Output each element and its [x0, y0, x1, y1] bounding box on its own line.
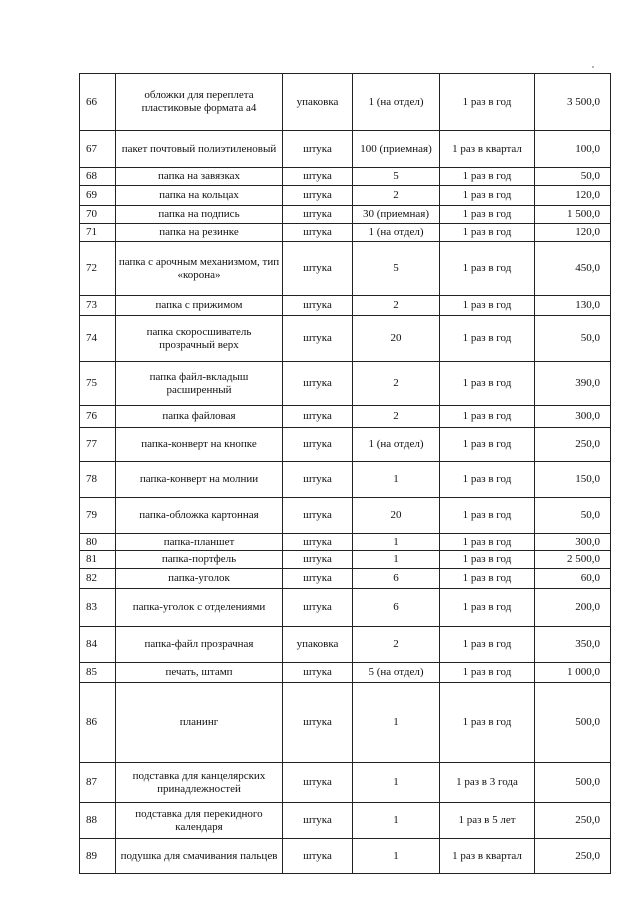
cell-price: 250,0 [535, 803, 611, 839]
cell-qty: 1 [353, 763, 440, 803]
cell-name: пакет почтовый полиэтиленовый [116, 131, 283, 168]
cell-freq: 1 раз в год [440, 168, 535, 186]
cell-freq: 1 раз в год [440, 627, 535, 663]
cell-unit: штука [283, 569, 353, 589]
table-row [80, 551, 611, 569]
cell-price: 1 000,0 [535, 663, 611, 683]
cell-unit: штука [283, 406, 353, 428]
table-row [80, 683, 611, 763]
cell-unit: штука [283, 803, 353, 839]
cell-unit: штука [283, 186, 353, 206]
cell-num: 70 [80, 206, 116, 224]
cell-num: 76 [80, 406, 116, 428]
cell-num: 77 [80, 428, 116, 462]
cell-num: 86 [80, 683, 116, 763]
cell-unit: штука [283, 206, 353, 224]
cell-name: папка на резинке [116, 224, 283, 242]
table-row [80, 428, 611, 462]
cell-unit: штука [283, 428, 353, 462]
cell-freq: 1 раз в квартал [440, 131, 535, 168]
cell-num: 68 [80, 168, 116, 186]
cell-num: 74 [80, 316, 116, 362]
table-row [80, 296, 611, 316]
cell-unit: штука [283, 462, 353, 498]
cell-name: печать, штамп [116, 663, 283, 683]
table-row [80, 839, 611, 874]
cell-freq: 1 раз в год [440, 362, 535, 406]
cell-price: 60,0 [535, 569, 611, 589]
cell-num: 88 [80, 803, 116, 839]
cell-qty: 30 (приемная) [353, 206, 440, 224]
cell-freq: 1 раз в год [440, 663, 535, 683]
table-row [80, 534, 611, 551]
cell-name: папка-обложка картонная [116, 498, 283, 534]
cell-qty: 2 [353, 362, 440, 406]
table-row [80, 168, 611, 186]
cell-qty: 1 [353, 839, 440, 874]
cell-qty: 1 [353, 551, 440, 569]
cell-name: папка на кольцах [116, 186, 283, 206]
cell-freq: 1 раз в год [440, 534, 535, 551]
cell-freq: 1 раз в год [440, 589, 535, 627]
cell-qty: 1 [353, 683, 440, 763]
cell-freq: 1 раз в год [440, 242, 535, 296]
cell-unit: штука [283, 224, 353, 242]
cell-unit: штука [283, 316, 353, 362]
table-row [80, 627, 611, 663]
cell-price: 50,0 [535, 316, 611, 362]
supplies-table [79, 73, 611, 874]
cell-unit: штука [283, 168, 353, 186]
cell-num: 72 [80, 242, 116, 296]
cell-num: 78 [80, 462, 116, 498]
cell-name: папка-файл прозрачная [116, 627, 283, 663]
cell-qty: 2 [353, 627, 440, 663]
cell-qty: 1 [353, 462, 440, 498]
cell-qty: 1 [353, 534, 440, 551]
cell-price: 250,0 [535, 428, 611, 462]
table-row [80, 74, 611, 131]
table-row [80, 206, 611, 224]
cell-num: 82 [80, 569, 116, 589]
cell-name: папка на подпись [116, 206, 283, 224]
cell-name: папка-уголок с отделениями [116, 589, 283, 627]
cell-price: 300,0 [535, 534, 611, 551]
cell-qty: 6 [353, 589, 440, 627]
cell-freq: 1 раз в 5 лет [440, 803, 535, 839]
cell-unit: штука [283, 242, 353, 296]
cell-unit: упаковка [283, 627, 353, 663]
cell-unit: штука [283, 296, 353, 316]
cell-name: обложки для переплета пластиковые формата а4 [116, 74, 283, 131]
cell-num: 81 [80, 551, 116, 569]
cell-price: 1 500,0 [535, 206, 611, 224]
cell-name: папка-конверт на молнии [116, 462, 283, 498]
cell-name: папка с арочным механизмом, тип «корона» [116, 242, 283, 296]
cell-num: 69 [80, 186, 116, 206]
cell-price: 450,0 [535, 242, 611, 296]
cell-freq: 1 раз в 3 года [440, 763, 535, 803]
cell-price: 350,0 [535, 627, 611, 663]
cell-num: 75 [80, 362, 116, 406]
cell-unit: штука [283, 362, 353, 406]
table-row [80, 569, 611, 589]
table-row [80, 242, 611, 296]
cell-qty: 1 (на отдел) [353, 224, 440, 242]
cell-name: подушка для смачивания пальцев [116, 839, 283, 874]
cell-unit: штука [283, 534, 353, 551]
cell-price: 300,0 [535, 406, 611, 428]
cell-qty: 1 [353, 803, 440, 839]
cell-price: 200,0 [535, 589, 611, 627]
table-row [80, 803, 611, 839]
cell-qty: 1 (на отдел) [353, 428, 440, 462]
cell-price: 2 500,0 [535, 551, 611, 569]
cell-num: 84 [80, 627, 116, 663]
cell-qty: 2 [353, 406, 440, 428]
cell-num: 89 [80, 839, 116, 874]
cell-freq: 1 раз в год [440, 462, 535, 498]
cell-unit: штука [283, 663, 353, 683]
cell-unit: упаковка [283, 74, 353, 131]
cell-num: 67 [80, 131, 116, 168]
cell-qty: 6 [353, 569, 440, 589]
cell-freq: 1 раз в год [440, 316, 535, 362]
cell-name: папка-конверт на кнопке [116, 428, 283, 462]
cell-name: папка-уголок [116, 569, 283, 589]
cell-name: папка с прижимом [116, 296, 283, 316]
cell-price: 120,0 [535, 224, 611, 242]
cell-freq: 1 раз в год [440, 224, 535, 242]
table-row [80, 462, 611, 498]
cell-name: папка скоросшиватель прозрачный верх [116, 316, 283, 362]
cell-num: 79 [80, 498, 116, 534]
cell-name: подставка для перекидного календаря [116, 803, 283, 839]
cell-price: 120,0 [535, 186, 611, 206]
cell-freq: 1 раз в квартал [440, 839, 535, 874]
cell-name: папка файловая [116, 406, 283, 428]
table-row [80, 224, 611, 242]
cell-unit: штука [283, 683, 353, 763]
table-row [80, 316, 611, 362]
cell-qty: 2 [353, 186, 440, 206]
cell-name: папка-планшет [116, 534, 283, 551]
cell-price: 150,0 [535, 462, 611, 498]
cell-num: 80 [80, 534, 116, 551]
cell-num: 83 [80, 589, 116, 627]
cell-price: 500,0 [535, 683, 611, 763]
cell-qty: 2 [353, 296, 440, 316]
cell-name: подставка для канцелярских принадлежностей [116, 763, 283, 803]
cell-num: 66 [80, 74, 116, 131]
table-row [80, 186, 611, 206]
cell-freq: 1 раз в год [440, 206, 535, 224]
cell-freq: 1 раз в год [440, 551, 535, 569]
cell-freq: 1 раз в год [440, 498, 535, 534]
cell-num: 71 [80, 224, 116, 242]
cell-freq: 1 раз в год [440, 683, 535, 763]
cell-qty: 5 (на отдел) [353, 663, 440, 683]
cell-price: 500,0 [535, 763, 611, 803]
cell-name: папка-портфель [116, 551, 283, 569]
cell-price: 50,0 [535, 168, 611, 186]
cell-qty: 100 (приемная) [353, 131, 440, 168]
table-row [80, 131, 611, 168]
cell-freq: 1 раз в год [440, 296, 535, 316]
cell-unit: штука [283, 763, 353, 803]
cell-name: папка файл-вкладыш расширенный [116, 362, 283, 406]
table-body [80, 74, 611, 874]
cell-num: 85 [80, 663, 116, 683]
cell-price: 100,0 [535, 131, 611, 168]
table-row [80, 663, 611, 683]
cell-unit: штука [283, 839, 353, 874]
cell-unit: штука [283, 589, 353, 627]
cell-num: 73 [80, 296, 116, 316]
cell-qty: 1 (на отдел) [353, 74, 440, 131]
cell-name: папка на завязках [116, 168, 283, 186]
cell-num: 87 [80, 763, 116, 803]
table-row [80, 763, 611, 803]
cell-price: 50,0 [535, 498, 611, 534]
cell-qty: 20 [353, 316, 440, 362]
table-row [80, 498, 611, 534]
cell-price: 390,0 [535, 362, 611, 406]
cell-freq: 1 раз в год [440, 406, 535, 428]
cell-unit: штука [283, 498, 353, 534]
cell-freq: 1 раз в год [440, 428, 535, 462]
cell-freq: 1 раз в год [440, 569, 535, 589]
cell-unit: штука [283, 131, 353, 168]
table-row [80, 362, 611, 406]
cell-freq: 1 раз в год [440, 186, 535, 206]
cell-qty: 5 [353, 242, 440, 296]
cell-price: 250,0 [535, 839, 611, 874]
table-row [80, 589, 611, 627]
cell-name: планинг [116, 683, 283, 763]
scan-speck [592, 66, 594, 68]
table-row [80, 406, 611, 428]
cell-unit: штука [283, 551, 353, 569]
cell-qty: 20 [353, 498, 440, 534]
cell-qty: 5 [353, 168, 440, 186]
cell-price: 3 500,0 [535, 74, 611, 131]
cell-freq: 1 раз в год [440, 74, 535, 131]
cell-price: 130,0 [535, 296, 611, 316]
